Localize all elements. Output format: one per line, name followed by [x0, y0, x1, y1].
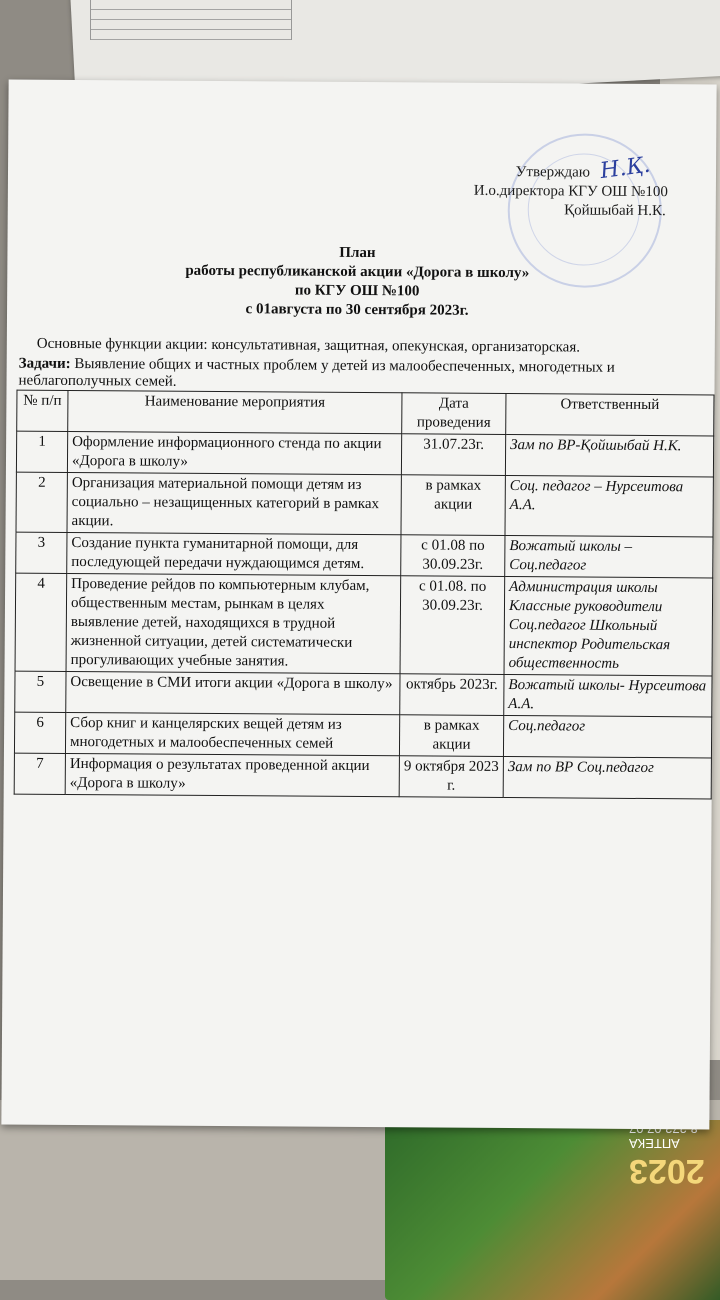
row-responsible: Соц. педагог – Нурсеитова А.А.	[505, 476, 713, 537]
title-line-4: с 01августа по 30 сентября 2023г.	[245, 301, 469, 319]
row-date: 31.07.23г.	[401, 434, 505, 476]
table-row	[16, 431, 713, 477]
calendar-pharmacy: АПТЕКА	[629, 1136, 681, 1151]
tasks-text	[18, 356, 698, 395]
row-date: октябрь 2023г.	[400, 674, 504, 716]
approval-name: Қойшыбай Н.К.	[564, 202, 666, 220]
header-responsible: Ответственный	[506, 394, 714, 436]
document-title	[7, 242, 708, 323]
row-responsible: Администрация школы Классные руководители Соц.педагог Школьный инспектор Родительская общественность	[504, 577, 713, 676]
row-number: 5	[15, 671, 66, 712]
title-line-1: План	[339, 244, 376, 262]
row-date: 9 октября 2023 г.	[399, 756, 503, 798]
header-event: Наименование мероприятия	[68, 390, 402, 433]
row-date: с 01.08. по 30.09.23г.	[400, 576, 505, 675]
title-line-3: по КГУ ОШ №100	[294, 282, 420, 300]
row-number: 7	[14, 753, 65, 794]
title-line-2: работы республиканской акции «Дорога в школу»	[185, 262, 530, 282]
row-event: Освещение в СМИ итоги акции «Дорога в школу»	[66, 671, 400, 714]
row-date: с 01.08 по 30.09.23г.	[401, 535, 505, 577]
header-number: № п/п	[17, 390, 68, 431]
approval-position: И.о.директора КГУ ОШ №100	[473, 182, 668, 201]
signature-icon: Н.Қ.	[598, 152, 652, 185]
row-event: Информация о результатах проведенной акции «Дорога в школу»	[65, 753, 399, 796]
row-number: 3	[16, 532, 67, 573]
row-date: в рамках акции	[399, 715, 503, 757]
table-header-row	[17, 390, 714, 436]
row-event: Организация материальной помощи детям из социально – незащищенных категорий в рамках акции.	[67, 472, 401, 534]
approval-label: Утверждаю	[515, 164, 591, 181]
row-number: 2	[16, 472, 67, 532]
row-number: 4	[15, 573, 67, 671]
approval-block	[428, 162, 668, 221]
row-responsible: Вожатый школы- Нурсеитова А.А.	[504, 675, 712, 717]
table-row	[14, 753, 711, 799]
table-row	[16, 532, 713, 578]
tasks-body: Выявление общих и частных проблем у детей из малообеспеченных, многодетных и неблагополучных семей.	[18, 356, 615, 390]
row-event: Проведение рейдов по компьютерным клубам, общественным местам, рынкам в целях выявление детей, находящихся в трудной жизненной ситуации, детей систематически прогуливающих учебные занятия.	[66, 573, 401, 673]
row-responsible: Зам по ВР Соц.педагог	[503, 757, 711, 799]
row-event: Сбор книг и канцелярских вещей детям из многодетных и малообеспеченных семей	[65, 712, 399, 755]
functions-text: Основные функции акции: консультативная, защитная, опекунская, организаторская.	[36, 335, 581, 356]
row-event: Оформление информационного стенда по акции «Дорога в школу»	[67, 431, 401, 474]
calendar-year: 2023	[629, 1152, 705, 1190]
table-row	[14, 712, 711, 758]
tasks-label: Задачи:	[18, 355, 71, 372]
row-responsible: Соц.педагог	[503, 716, 711, 758]
header-date: Дата проведения	[402, 393, 506, 435]
calendar-text	[629, 1121, 705, 1190]
calendar-image	[385, 1120, 720, 1300]
row-responsible: Вожатый школы – Соц.педагог	[505, 536, 713, 578]
table-row	[15, 671, 712, 717]
background-table-fragment	[90, 0, 292, 40]
row-date: в рамках акции	[401, 475, 505, 536]
row-number: 6	[14, 712, 65, 753]
plan-table	[14, 390, 715, 800]
table-row	[16, 472, 713, 537]
table-row	[15, 573, 713, 676]
row-event: Создание пункта гуманитарной помощи, для последующей передачи нуждающимся детям.	[67, 532, 401, 575]
row-responsible: Зам по ВР-Қойшыбай Н.К.	[505, 435, 713, 477]
row-number: 1	[16, 431, 67, 472]
document-page	[1, 80, 716, 1130]
